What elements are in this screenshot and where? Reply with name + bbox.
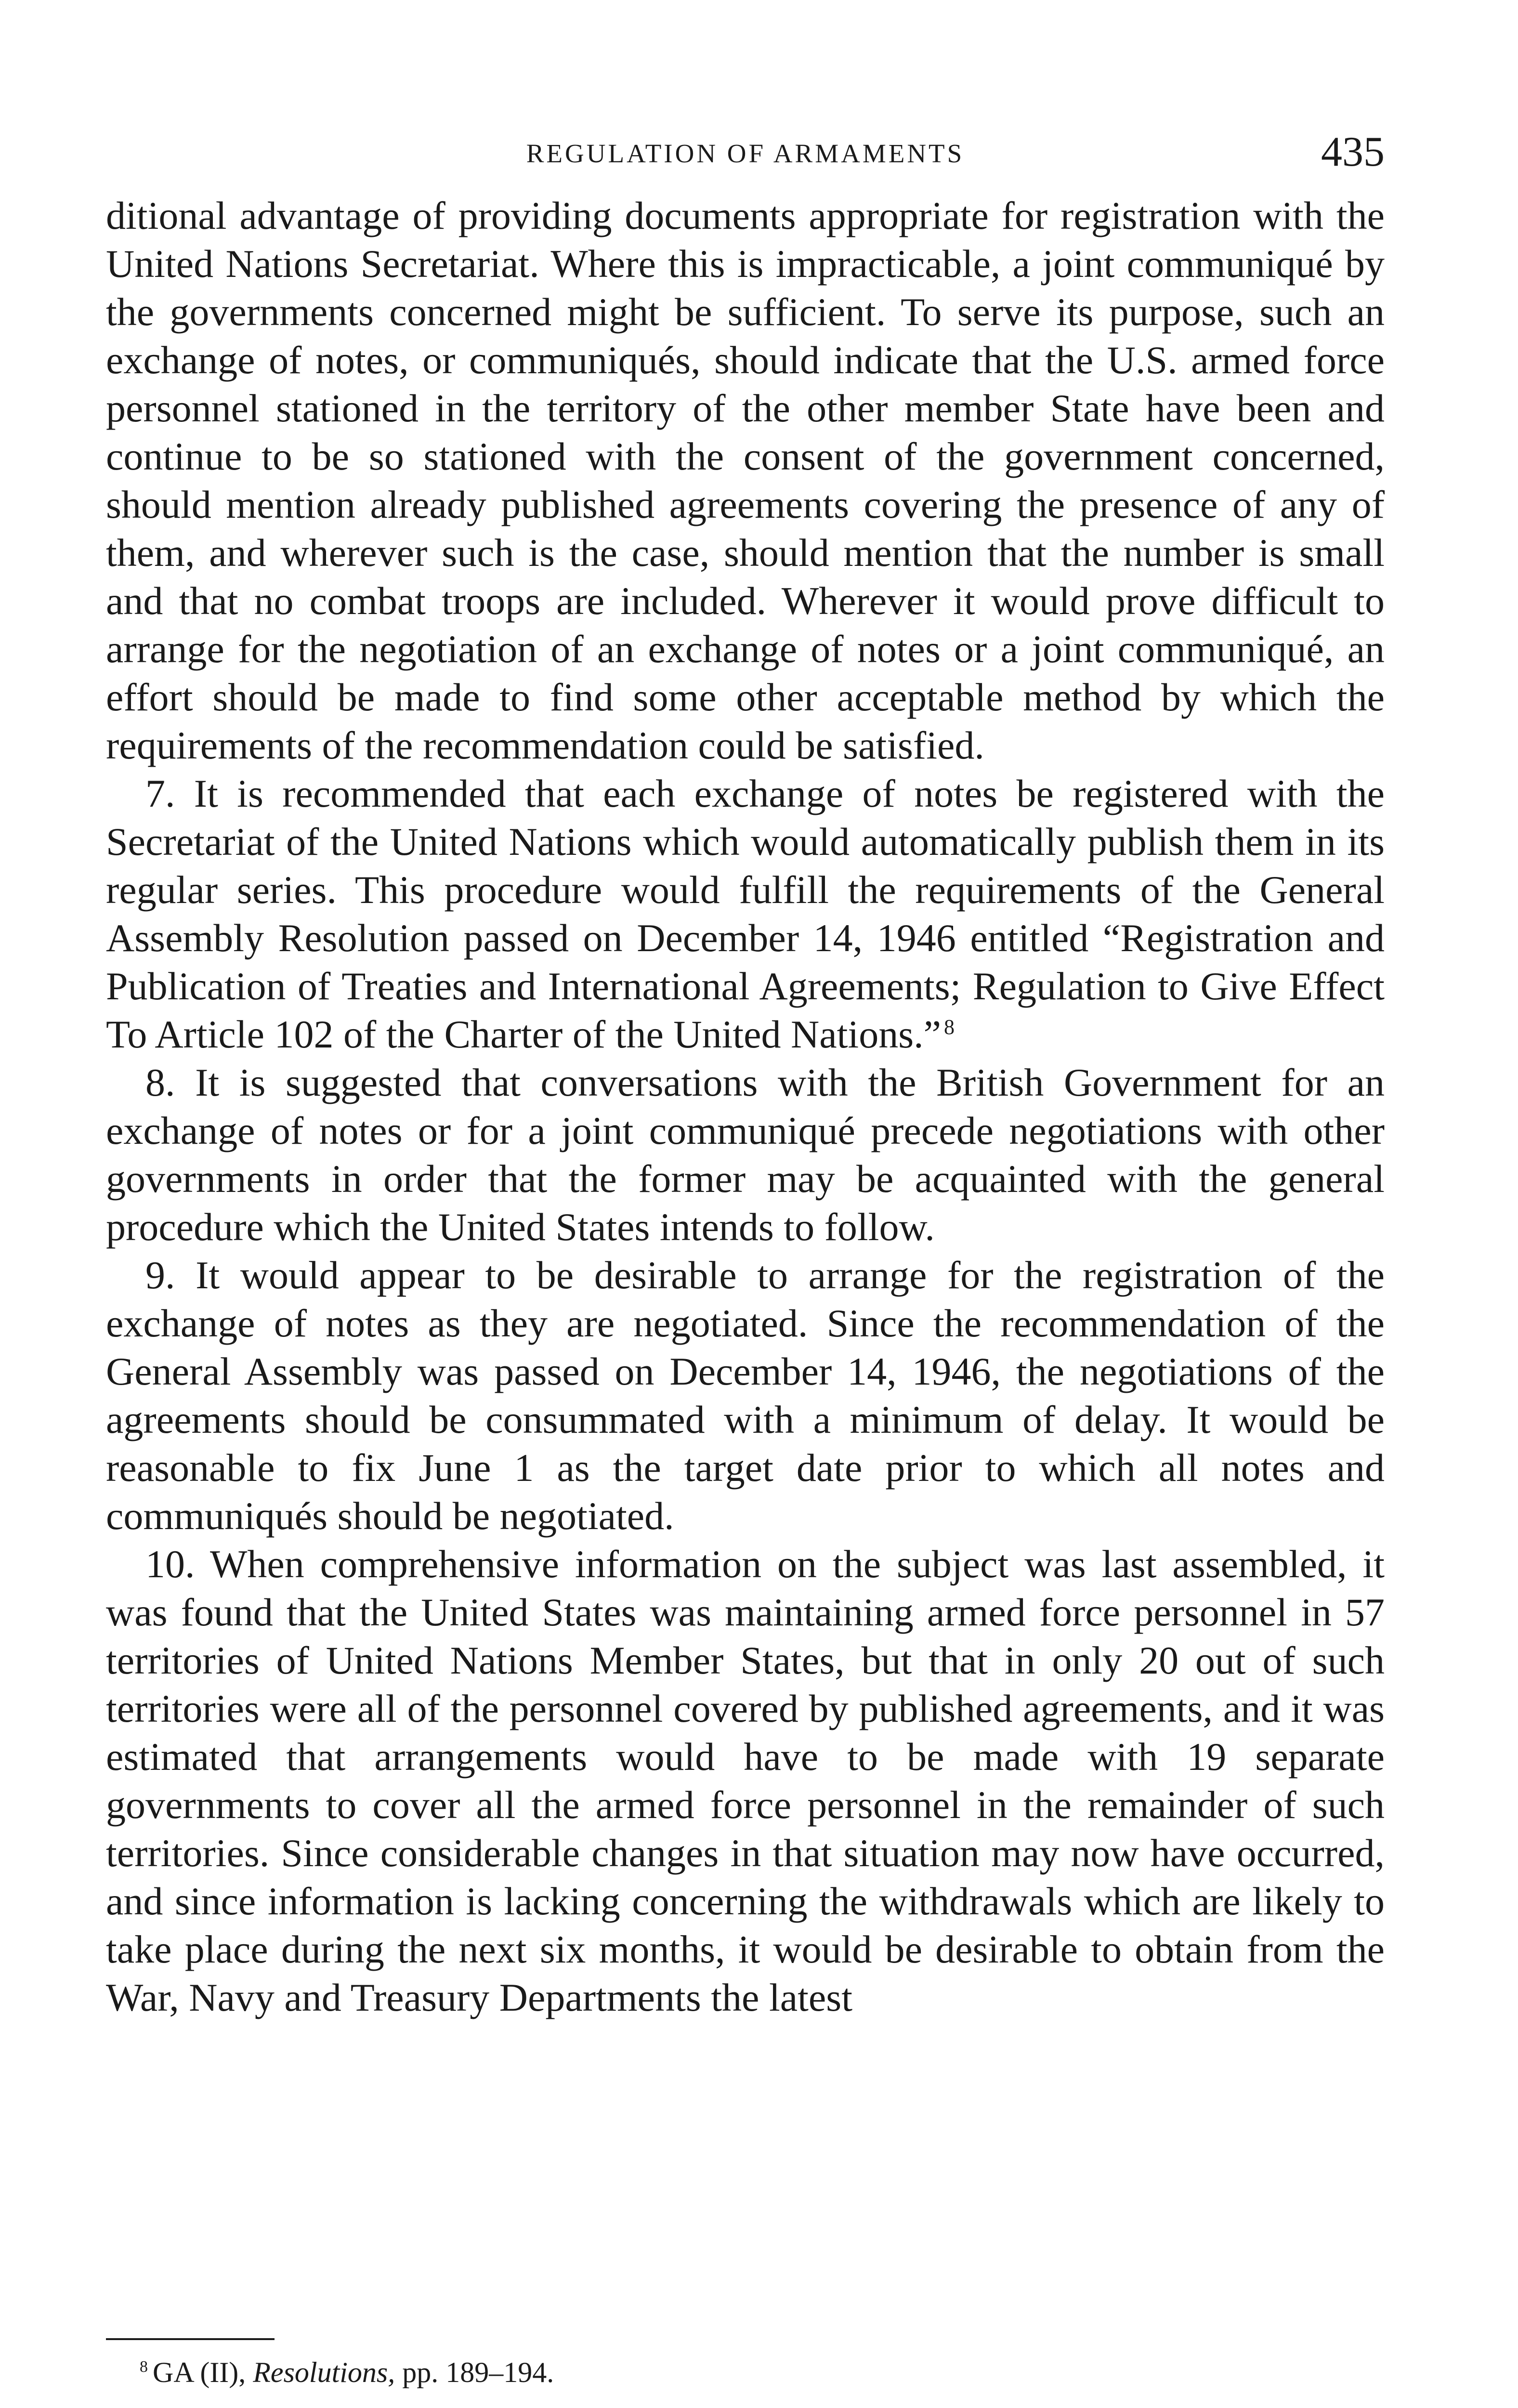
page-number: 435 bbox=[1321, 129, 1385, 175]
paragraph-7 bbox=[106, 770, 1385, 1059]
footnote-title: Resolutions, bbox=[253, 2356, 395, 2388]
paragraph-continued: ditional advantage of providing documents appropriate for registration with the United Nations Secretariat. Where this is impracticable, a joint communiqué by the governments concerned might be sufficient. To serve its purpose, such an exchange of notes, or communiqués, should indicate that the U.S. armed force personnel stationed in the territory of the other member State have been and continue to be so stationed with the consent of the government concerned, should mention already published agreements covering the presence of any of them, and wherever such is the case, should mention that the number is small and that no combat troops are included. Wherever it would prove difficult to arrange for the negotiation of an exchange of notes or a joint communiqué, an effort should be made to find some other acceptable method by which the requirements of the recommendation could be satisfied. bbox=[106, 194, 1385, 767]
running-head bbox=[106, 128, 1385, 181]
running-title: REGULATION OF ARMAMENTS bbox=[526, 139, 965, 168]
footnote-mark: 8 bbox=[140, 2358, 148, 2376]
footnote-pages: pp. 189–194. bbox=[402, 2356, 554, 2388]
footnote-source: GA (II), bbox=[153, 2356, 246, 2388]
paragraph-8: 8. It is suggested that conversations with the British Government for an exchange of notes or for a joint communiqué precede negotiations with other governments in order that the former may be acquainted with the general procedure which the United States intends to follow. bbox=[106, 1060, 1385, 1249]
paragraph-7-text: 7. It is recommended that each exchange of notes be registered with the Secretariat of the United Nations which would automatically publish them in its regular series. This procedure would fulfill the requirements of the General Assembly Resolution passed on December 14, 1946 entitled “Registration and Publication of Treaties and International Agreements; Regulation to Give Effect To Article 102 of the Charter of the United Nations.” bbox=[106, 772, 1385, 1056]
body-text bbox=[106, 192, 1385, 2022]
footnote bbox=[140, 2353, 554, 2392]
paragraph-9: 9. It would appear to be desirable to arrange for the registration of the exchange of notes as they are negotiated. Since the recommendation of the General Assembly was passed on December 14, 1946, the negotiations of the agreements should be consummated with a minimum of delay. It would be reasonable to fix June 1 as the target date prior to which all notes and communiqués should be negotiated. bbox=[106, 1253, 1385, 1538]
footnote-reference: 8 bbox=[944, 1015, 955, 1039]
paragraph-10: 10. When comprehensive information on the subject was last assembled, it was found that the United States was maintaining armed force personnel in 57 territories of United Nations Member States, but that in only 20 out of such territories were all of the personnel covered by published agreements, and it was estimated that arrangements would have to be made with 19 separate governments to cover all the armed force personnel in the remainder of such territories. Since considerable changes in that situation may now have occurred, and since information is lacking concerning the withdrawals which are likely to take place during the next six months, it would be desirable to obtain from the War, Navy and Treasury Departments the latest bbox=[106, 1542, 1385, 2019]
footnote-rule bbox=[106, 2338, 275, 2340]
